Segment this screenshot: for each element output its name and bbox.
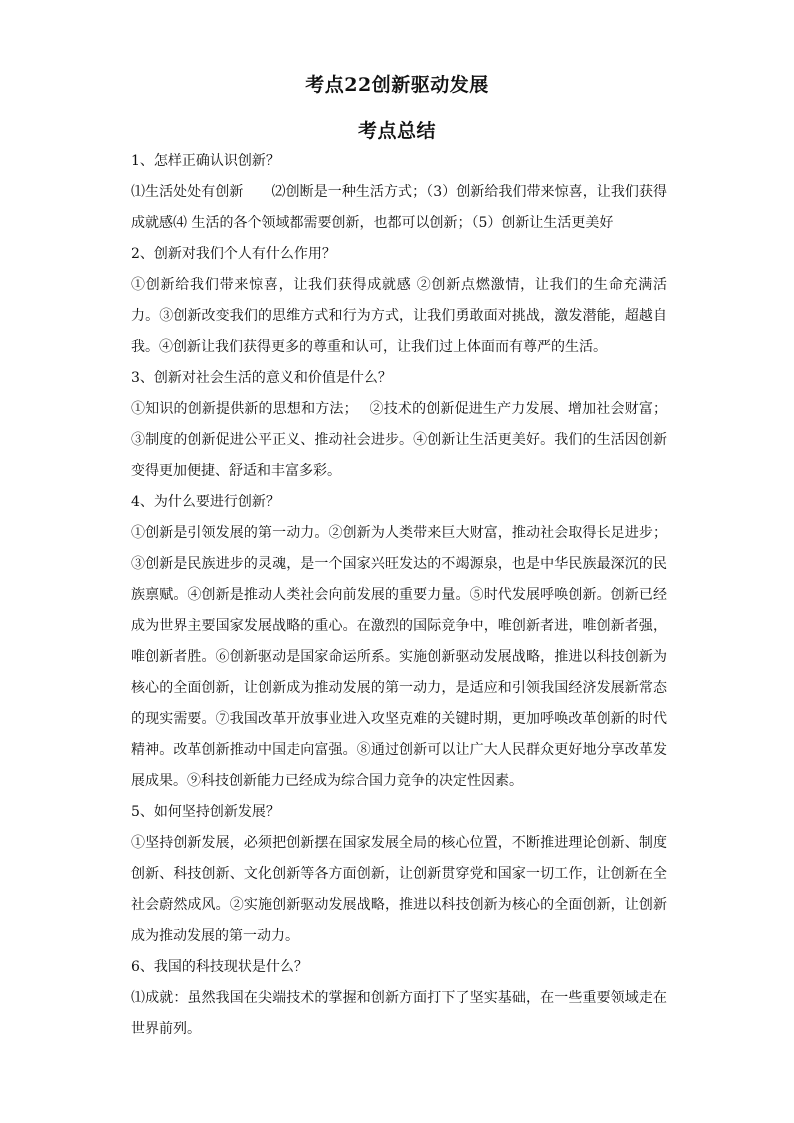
section-answer-3: ①知识的创新提供新的思想和方法； ②技术的创新促进生产力发展、增加社会财富；③制度的创新促进公平正义、推动社会进步。④创新让生活更美好。我们的生活因创新变得更加便捷、舒适和丰富多彩。 [131,401,667,479]
section-question-1: 1、怎样正确认识创新？ [131,153,280,169]
page-title: 考点22创新驱动发展 [305,74,489,96]
section-question-3: 3、创新对社会生活的意义和价值是什么？ [131,370,392,386]
section-question-2: 2、创新对我们个人有什么作用？ [131,246,336,262]
section-answer-1: ⑴生活处处有创新 ⑵创断是一种生活方式；（3）创新给我们带来惊喜，让我们获得成就感⑷ 生活的各个领域都需要创新，也都可以创新；（5）创新让生活更美好 [131,184,667,231]
section-question-4: 4、为什么要进行创新？ [131,494,280,510]
section-question-6: 6、我国的科技现状是什么？ [131,959,308,975]
section-answer-2: ①创新给我们带来惊喜，让我们获得成就感 ②创新点燃激情，让我们的生命充满活力。③创新改变我们的思维方式和行为方式，让我们勇敢面对挑战，激发潜能，超越自我。④创新让我们获得更多的尊重和认可，让我们过上体面而有尊严的生活。 [131,277,667,355]
page-subtitle: 考点总结 [357,120,436,142]
section-answer-4: ①创新是引领发展的第一动力。②创新为人类带来巨大财富，推动社会取得长足进步；③创新是民族进步的灵魂，是一个国家兴旺发达的不竭源泉，也是中华民族最深沉的民族禀赋。④创新是推动人类社会向前发展的重要力量。⑤时代发展呼唤创新。创新已经成为世界主要国家发展战略的重心。在激烈的国际竞争中，唯创新者进，唯创新者强，唯创新者胜。⑥创新驱动是国家命运所系。实施创新驱动发展战略，推进以科技创新为核心的全面创新，让创新成为推动发展的第一动力，是适应和引领我国经济发展新常态的现实需要。⑦我国改革开放事业进入攻坚克难的关键时期，更加呼唤改革创新的时代精神。改革创新推动中国走向富强。⑧通过创新可以让广大人民群众更好地分享改革发展成果。⑨科技创新能力已经成为综合国力竞争的决定性因素。 [131,525,667,789]
section-answer-5: ①坚持创新发展，必须把创新摆在国家发展全局的核心位置，不断推进理论创新、制度创新、科技创新、文化创新等各方面创新，让创新贯穿党和国家一切工作，让创新在全社会蔚然成风。②实施创新驱动发展战略，推进以科技创新为核心的全面创新，让创新成为推动发展的第一动力。 [131,835,667,944]
section-answer-6: ⑴成就：虽然我国在尖端技术的掌握和创新方面打下了坚实基础，在一些重要领域走在世界前列。 [131,990,667,1037]
section-question-5: 5、如何坚持创新发展？ [131,804,280,820]
document-body [131,146,667,1045]
